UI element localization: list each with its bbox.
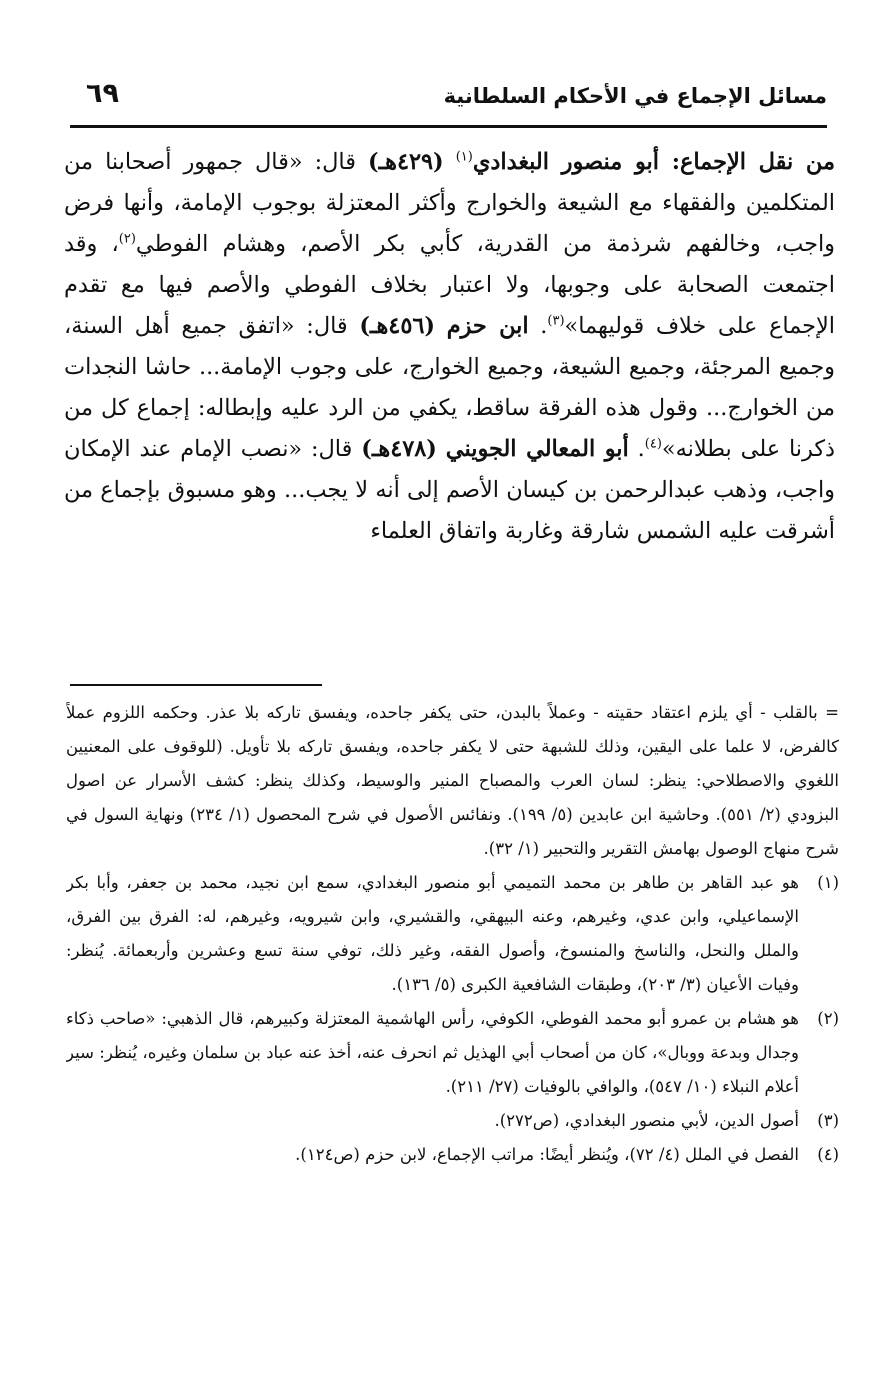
page-number: ٦٩ [86, 78, 119, 109]
footnote-ref-4: (٤) [644, 436, 662, 452]
footnote-number: (٤) [817, 1145, 839, 1164]
footnote-separator [70, 684, 322, 686]
footnotes [66, 696, 839, 1376]
page-header [72, 70, 827, 122]
quote-baghdadi: قال: «قال جمهور أصحابنا من المتكلمين والفقهاء مع الشيعة والخوارج وأكثر المعتزلة بوجوب الإمامة، وأنها فرض واجب، وخالفهم شرذمة من القدرية، كأبي بكر الأصم، وهشام الفوطي [64, 149, 835, 257]
main-text [64, 142, 835, 652]
footnote-ref-2: (٢) [118, 231, 136, 247]
lead-text: من نقل الإجماع: أبو منصور البغدادي [472, 149, 835, 175]
quote-juwayni: قال: «نصب الإمام عند الإمكان واجب، وذهب عبدالرحمن بن كيسان الأصم إلى أنه لا يجب... وهو مسبوق بإجماع من أشرقت عليه الشمس شارقة وغاربة واتفاق العلماء [64, 436, 835, 544]
footnote-text: أصول الدين، لأبي منصور البغدادي، (ص٢٧٢). [494, 1111, 799, 1130]
footnote-continuation: = بالقلب - أي يلزم اعتقاد حقيته - وعملاً بالبدن، حتى يكفر جاحده، ويفسق تاركه بلا عذر. وحكمه اللزوم عملاً كالفرض، لا علما على اليقين، وذلك للشبهة حتى لا يكفر جاحده، ويفسق تاركه بلا تأويل. (للوقوف على المعنيين اللغوي والاصطلاحي: ينظر: لسان العرب والمصباح المنير والوسيط، وكذلك ينظر: كشف الأسرار عن اصول البزودي (٢/ ٥٥١). وحاشية ابن عابدين (٥/ ١٩٩). ونفائس الأصول في شرح المحصول (١/ ٢٣٤) ونهاية السول في شرح منهاج الوصول بهامش التقرير والتحبير (١/ ٣٢). [66, 703, 839, 858]
footnote-text: هو هشام بن عمرو أبو محمد الفوطي، الكوفي، رأس الهاشمية المعتزلة وكبيرهم، قال الذهبي: «صاحب ذكاء وجدال وبدعة ووبال»، كان من أصحاب أبي الهذيل ثم انحرف عنه، أخذ عنه عباد بن سلمان وغيره، يُنظر: سير أعلام النبلاء (١٠/ ٥٤٧)، والوافي بالوفيات (٢٧/ ٢١١). [66, 1009, 799, 1096]
footnote-ref-1: (١) [455, 149, 473, 165]
footnote-4 [66, 1138, 839, 1172]
name-juwayni: أبو المعالي الجويني [445, 436, 629, 462]
footnote-number: (٣) [817, 1111, 839, 1130]
footnote-ref-3: (٣) [547, 313, 565, 329]
footnote-2 [66, 1002, 839, 1104]
running-title: مسائل الإجماع في الأحكام السلطانية [443, 84, 827, 108]
date-2: (٤٥٦هـ) [359, 313, 435, 339]
footnote-text: هو عبد القاهر بن طاهر بن محمد التميمي أبو منصور البغدادي، سمع ابن نجيد، محمد بن جعفر، وأبا بكر الإسماعيلي، وابن عدي، وغيرهم، وعنه البيهقي، والقشيري، وابن شيرويه، وغيرهم، له: الفرق بين الفرق، والملل والنحل، والناسخ والمنسوخ، وأصول الفقه، وغير ذلك، توفي سنة تسع وعشرين وأربعمائة. يُنظر: وفيات الأعيان (٣/ ٢٠٣)، وطبقات الشافعية الكبرى (٥/ ١٣٦). [66, 873, 799, 994]
header-rule [70, 125, 827, 128]
quote-baghdadi-cont: ، وقد اجتمعت الصحابة على وجوبها، ولا اعتبار بخلاف الفوطي والأصم فيها مع تقدم الإجماع على خلاف قوليهما» [64, 231, 835, 339]
footnote-number: (٢) [817, 1009, 839, 1028]
quote-ibn-hazm: قال: «اتفق جميع أهل السنة، وجميع المرجئة، وجميع الشيعة، وجميع الخوارج، على وجوب الإمامة... حاشا النجدات من الخوارج... وقول هذه الفرقة ساقط، يكفي من الرد عليه وإبطاله: إجماع كل من ذكرنا على بطلانه» [64, 313, 835, 462]
footnote-number: (١) [817, 873, 839, 892]
footnote-1 [66, 866, 839, 1002]
main-paragraph: من نقل الإجماع: أبو منصور البغدادي$^{(١)}$ (٤٢٩هـ) قال: «قال جمهور أصحابنا من المتكلمين والفقهاء مع الشيعة والخوارج وأكثر المعتزلة بوجوب الإمامة، وأنها فرض واجب، وخالفهم شرذمة من القدرية، كأبي بكر الأصم، وهشام الفوطي$^{(٢)}$، وقد اجتمعت الصحابة على وجوبها، ولا اعتبار بخلاف الفوطي والأصم فيها مع تقدم الإجماع على خلاف قوليهما»$^{(٣)}$. ابن حزم (٤٥٦هـ) قال: «اتفق جميع أهل السنة، وجميع المرجئة، وجميع الشيعة، وجميع الخوارج، على وجوب الإمامة... حاشا النجدات من الخوارج... وقول هذه الفرقة ساقط، يكفي من الرد عليه وإبطاله: إجماع كل من ذكرنا على بطلانه»$^{(٤)}$. أبو المعالي الجويني (٤٧٨هـ) قال: «نصب الإمام عند الإمكان واجب، وذهب عبدالرحمن بن كيسان الأصم إلى أنه لا يجب... وهو مسبوق بإجماع من أشرقت عليه الشمس شارقة وغاربة واتفاق العلماء [64, 149, 835, 544]
name-ibn-hazm: ابن حزم [446, 313, 529, 339]
date-1: (٤٢٩هـ) [367, 149, 444, 175]
footnote-3 [66, 1104, 839, 1138]
date-3: (٤٧٨هـ) [361, 436, 437, 462]
footnote-text: الفصل في الملل (٤/ ٧٢)، ويُنظر أيضًا: مراتب الإجماع، لابن حزم (ص١٢٤). [295, 1145, 799, 1164]
